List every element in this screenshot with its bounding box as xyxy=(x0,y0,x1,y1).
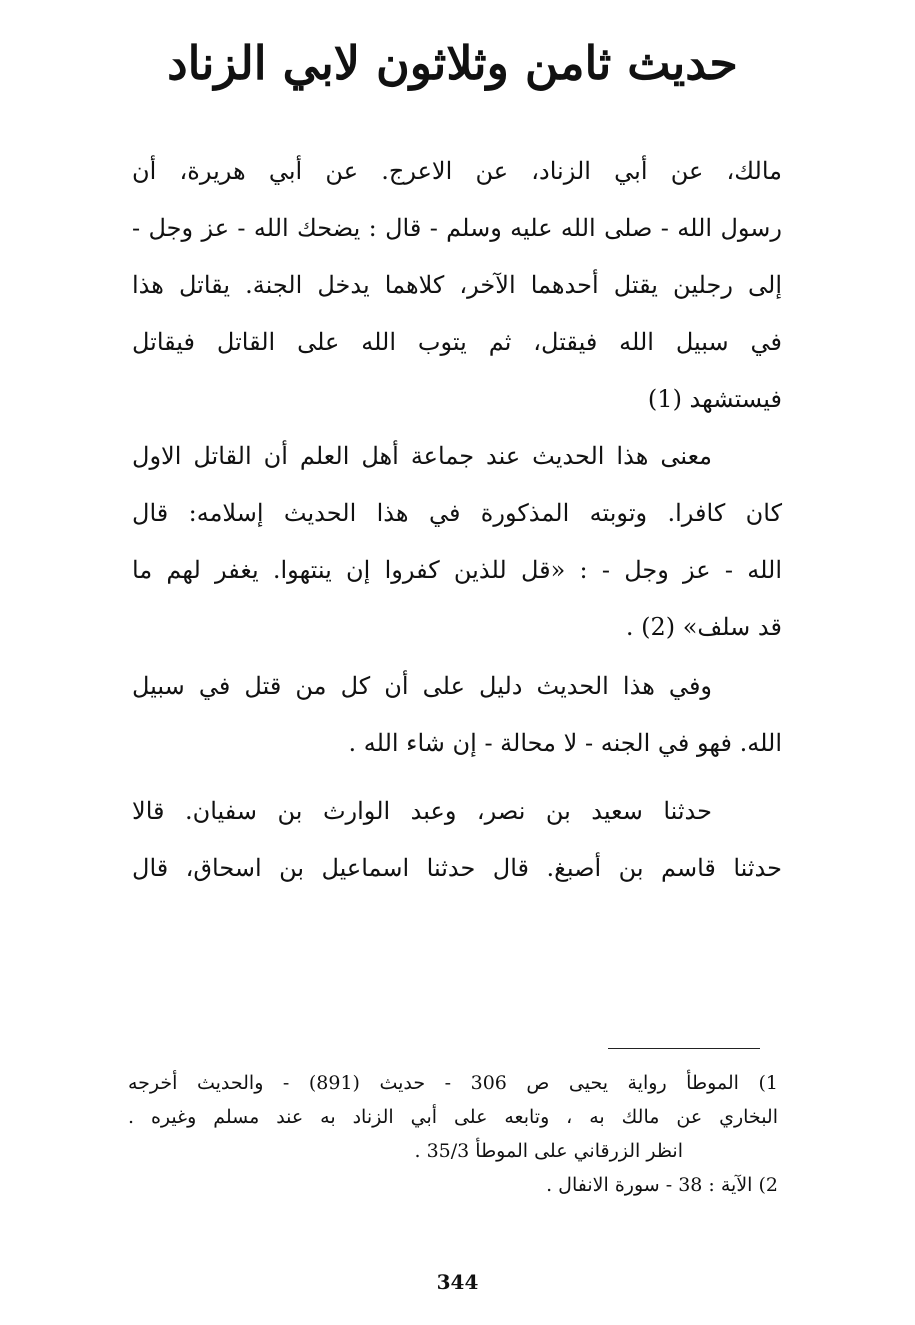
text-line: حدثنا قاسم بن أصبغ. قال حدثنا اسماعيل بن اسحاق، قال xyxy=(132,854,782,882)
paragraph-hadith-text xyxy=(132,143,782,428)
page-title: حديث ثامن وثلاثون لابي الزناد xyxy=(167,36,738,90)
text-line: إلى رجلين يقتل أحدهما الآخر، كلاهما يدخل الجنة. يقاتل هذا xyxy=(132,271,783,299)
text-line: حدثنا سعيد بن نصر، وعبد الوارث بن سفيان. قالا xyxy=(132,797,712,825)
footnote-line: انظر الزرقاني على الموطأ 35/3 . xyxy=(414,1140,683,1162)
footnote-line: 1) الموطأ رواية يحيى ص 306 - حديث (891) - والحديث أخرجه xyxy=(128,1072,778,1094)
text-line: الله - عز وجل - : «قل للذين كفروا إن ينتهوا. يغفر لهم ما xyxy=(132,556,782,584)
paragraph-meaning xyxy=(132,428,782,656)
text-line: معنى هذا الحديث عند جماعة أهل العلم أن القاتل الاول xyxy=(132,442,712,470)
page-number: 344 xyxy=(436,1270,479,1294)
footnote-line: البخاري عن مالك به ، وتابعه على أبي الزناد به عند مسلم وغيره . xyxy=(128,1106,778,1128)
text-line: الله. فهو في الجنه - لا محالة - إن شاء الله . xyxy=(348,729,782,757)
text-line: وفي هذا الحديث دليل على أن كل من قتل في سبيل xyxy=(132,672,712,700)
footnote-divider xyxy=(608,1048,760,1049)
text-line: في سبيل الله فيقتل، ثم يتوب الله على القاتل فيقاتل xyxy=(132,328,782,356)
text-line: كان كافرا. وتوبته المذكورة في هذا الحديث إسلامه: قال xyxy=(132,499,782,527)
text-line: رسول الله - صلى الله عليه وسلم - قال : يضحك الله - عز وجل - xyxy=(132,214,782,242)
text-line: مالك، عن أبي الزناد، عن الاعرج. عن أبي هريرة، أن xyxy=(132,157,782,185)
paragraph-isnad xyxy=(132,783,782,897)
paragraph-evidence xyxy=(132,658,782,772)
footnotes xyxy=(128,1066,778,1202)
text-line: قد سلف» (2) . xyxy=(625,613,782,641)
footnote-line: 2) الآية : 38 - سورة الانفال . xyxy=(546,1174,778,1196)
text-line: فيستشهد (1) xyxy=(647,385,782,413)
